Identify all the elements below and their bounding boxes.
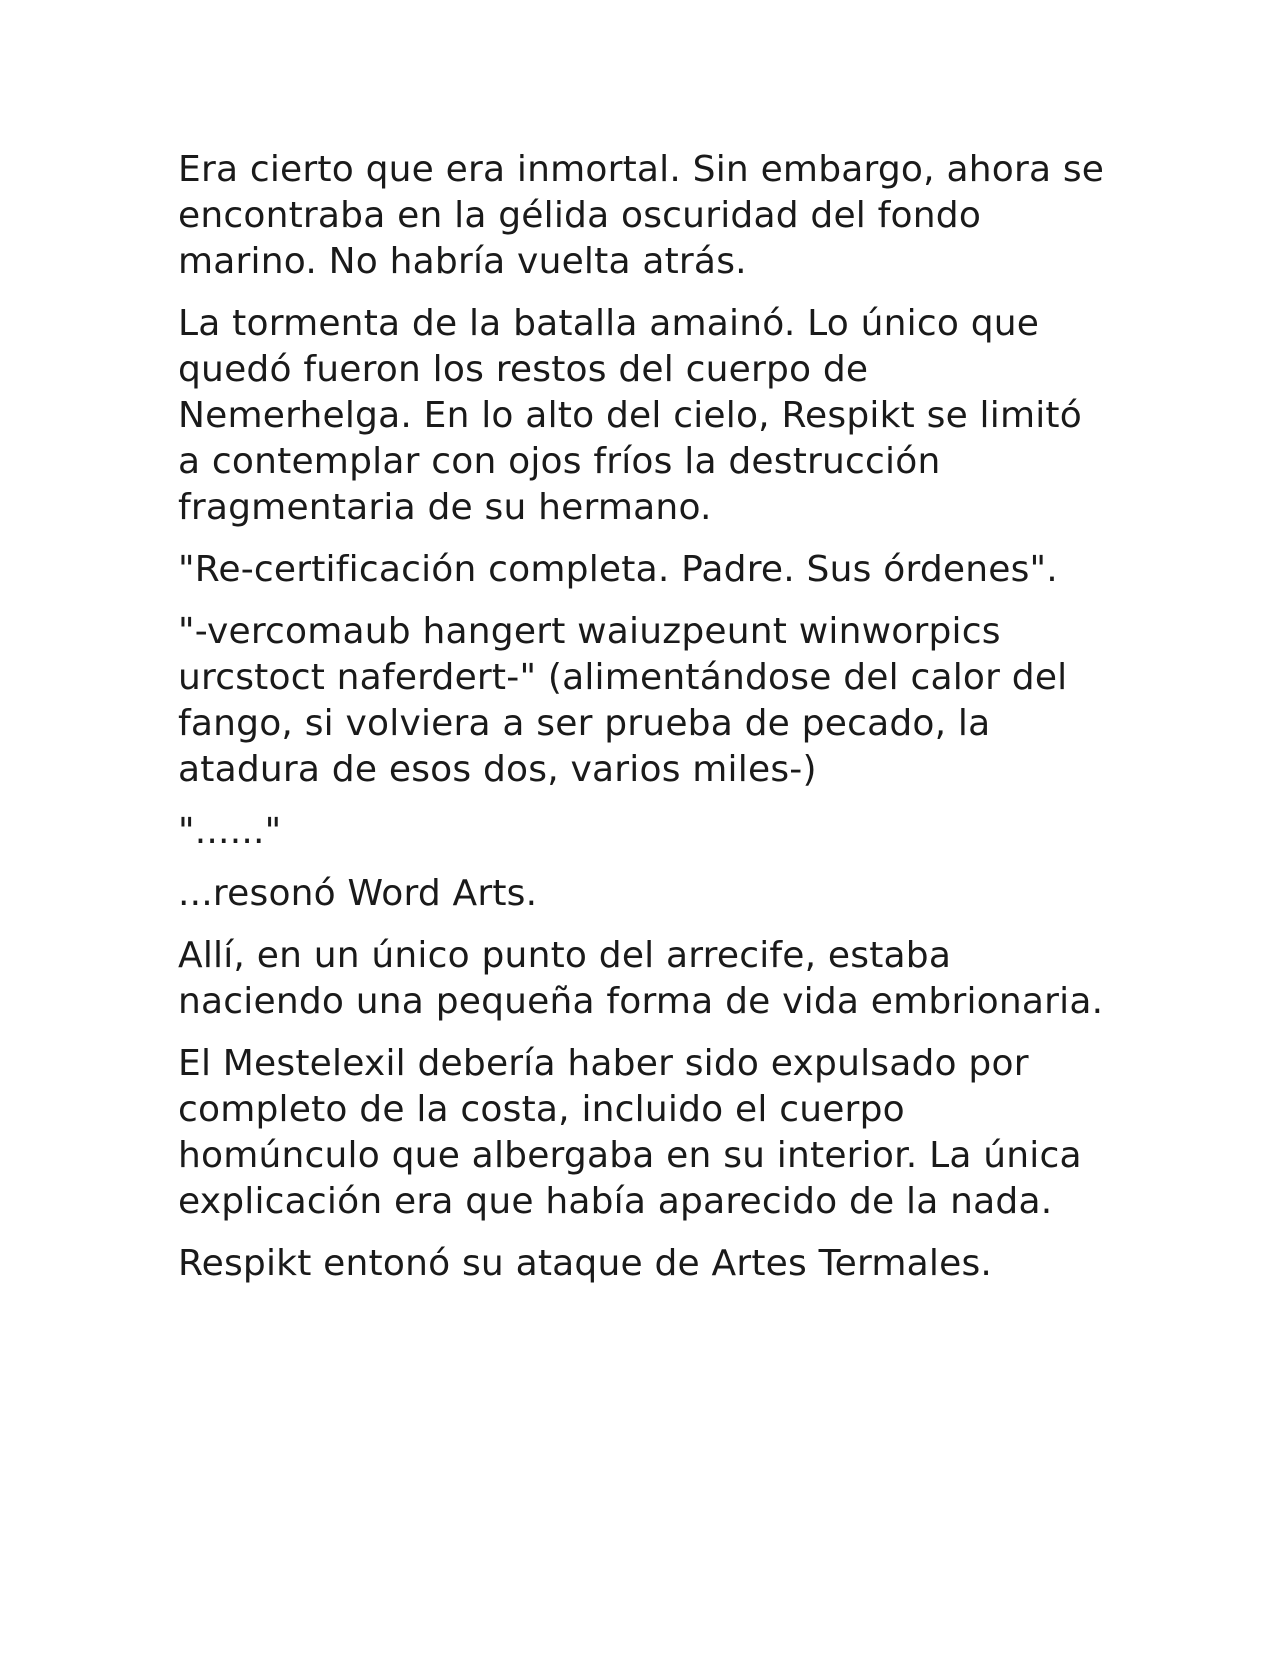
- document-body: [178, 147, 1108, 1303]
- paragraph: ...resonó Word Arts.: [178, 873, 538, 914]
- paragraph: "-vercomaub hangert waiuzpeunt winworpics urcstoct naferdert-" (alimentándose del calor del fango, si volviera a ser prueba de pecado, la atadura de esos dos, varios miles-): [178, 611, 1068, 790]
- paragraph: "......": [178, 811, 282, 852]
- paragraph: "Re-certificación completa. Padre. Sus órdenes".: [178, 549, 1058, 590]
- paragraph: La tormenta de la batalla amainó. Lo único que quedó fueron los restos del cuerpo de Nemerhelga. En lo alto del cielo, Respikt se limitó a contemplar con ojos fríos la destrucción fragmentaria de su hermano.: [178, 303, 1082, 528]
- paragraph: Allí, en un único punto del arrecife, estaba naciendo una pequeña forma de vida embrionaria.: [178, 935, 1104, 1022]
- paragraph: Respikt entonó su ataque de Artes Termales.: [178, 1243, 993, 1284]
- paragraph: El Mestelexil debería haber sido expulsado por completo de la costa, incluido el cuerpo homúnculo que albergaba en su interior. La única explicación era que había aparecido de la nada.: [178, 1043, 1082, 1222]
- paragraph: Era cierto que era inmortal. Sin embargo, ahora se encontraba en la gélida oscuridad del fondo marino. No habría vuelta atrás.: [178, 149, 1105, 282]
